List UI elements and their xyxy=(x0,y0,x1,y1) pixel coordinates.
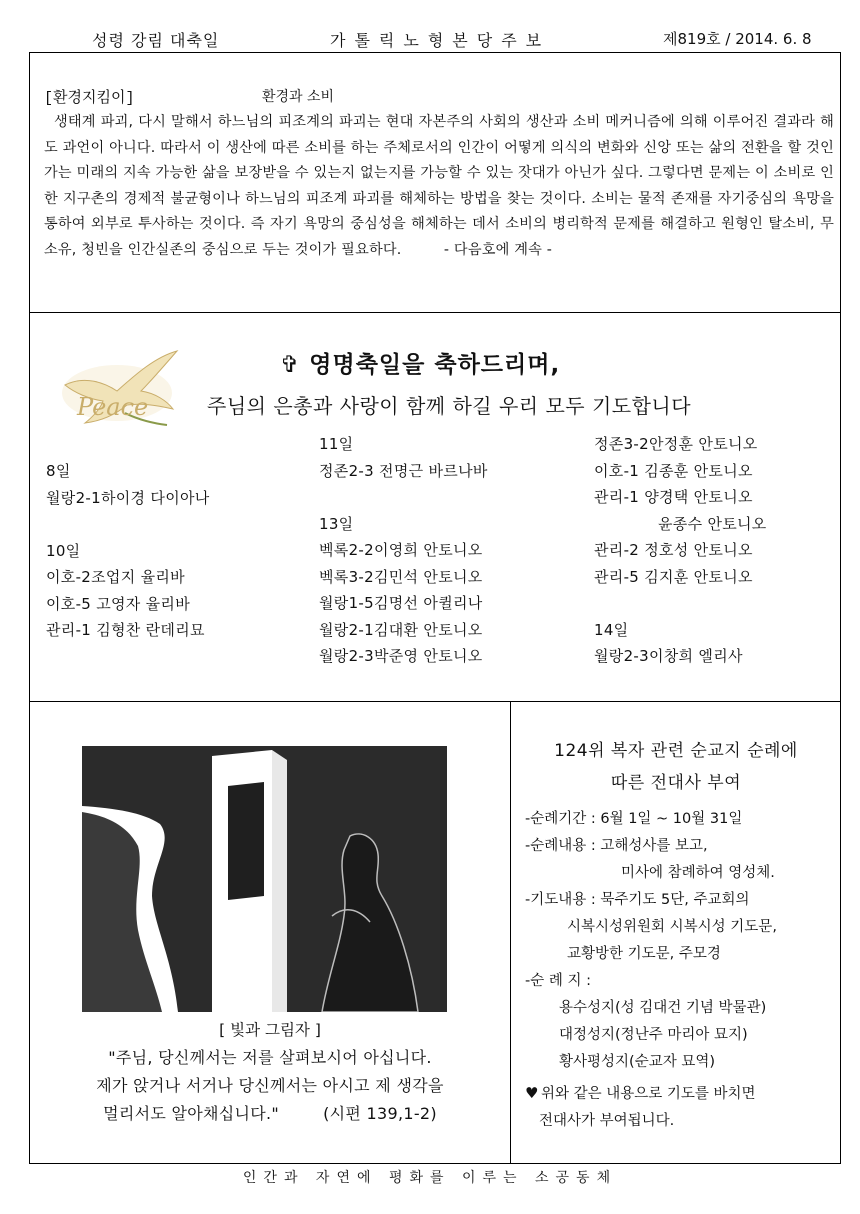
names-column-2 xyxy=(319,433,488,672)
header-feast-name: 성령 강림 대축일 xyxy=(92,31,220,50)
peace-dove-image xyxy=(55,345,185,435)
pilgrimage-prayer-1: -기도내용 : 묵주기도 5단, 주교회의 xyxy=(525,892,750,908)
pilgrimage-details xyxy=(525,806,777,1135)
list-item: 11일 xyxy=(319,435,354,453)
list-item: 이호-2조업지 율리바 xyxy=(46,568,185,586)
list-item: 월랑1-5김명선 아퀼리나 xyxy=(319,594,483,612)
list-item: 관리-2 정호성 안토니오 xyxy=(594,541,753,559)
continued-note: - 다음호에 계속 - xyxy=(443,241,553,258)
names-column-1 xyxy=(46,460,210,646)
pilgrimage-note-line-2: 전대사가 부여됩니다. xyxy=(539,1113,675,1129)
pilgrimage-place-1: 용수성지(성 김대건 기념 박물관) xyxy=(559,1000,767,1016)
art-door-edge xyxy=(272,750,287,1012)
quote-line-2: 제가 앉거나 서거나 당신께서는 아시고 제 생각을 xyxy=(96,1076,444,1095)
feast-subtitle: 주님의 은총과 사랑이 함께 하길 우리 모두 기도합니다 xyxy=(207,394,692,418)
environment-tag: [환경지킴이] xyxy=(44,90,135,107)
artwork-caption-title: [ 빛과 그림자 ] xyxy=(219,1021,321,1039)
psalm-reference: (시편 139,1-2) xyxy=(323,1104,437,1123)
list-item: 10일 xyxy=(46,541,81,560)
pilgrimage-place-3: 황사평성지(순교자 묘역) xyxy=(559,1054,715,1070)
pilgrimage-title xyxy=(512,735,840,799)
pilgrimage-place-2: 대정성지(정난주 마리아 묘지) xyxy=(559,1027,748,1043)
list-item: 정존3-2안정훈 안토니오 xyxy=(594,435,758,453)
pilgrimage-content-2: 미사에 참례하여 영성체. xyxy=(621,865,775,881)
heart-icon: ♥ xyxy=(525,1084,539,1102)
divider-top xyxy=(29,312,841,313)
list-item xyxy=(319,486,488,513)
quote-line-3 xyxy=(40,1100,500,1128)
pilgrimage-prayer-2: 시복시성위원회 시복시성 기도문, xyxy=(567,919,777,935)
list-item: 월랑2-1김대환 안토니오 xyxy=(319,620,483,639)
environment-title: 환경과 소비 xyxy=(262,89,335,105)
list-item: 월랑2-3박준영 안토니오 xyxy=(319,647,483,665)
environment-body-text: 생태계 파괴, 다시 말해서 하느님의 피조계의 파괴는 현대 자본주의 사회의 생산과 소비 메커니즘에 의해 이루어진 결과라 해도 과언이 아니다. 따라서 이 생산에 따른 소비를 하는 주체로서의 인간이 어떻게 의식의 변화와 신앙 또는 삶의 전환을 할 것인가는 미래의 지속 가능한 삶을 보장받을 수 있는지 없는지를 가능할 수 있는 잣대가 아닌가 싶다. 그렇다면 문제는 이 소비로 인한 지구촌의 경제적 불균형이나 하느님의 피조계 파괴를 해체하는 방법을 찾는 것이다. 소비는 물적 존재를 자기중심의 욕망을 통하여 외부로 투사하는 것이다. 즉 자기 욕망의 중심성을 해체하는 데서 소비의 병리학적 문제를 해결하고 원형인 탈소비, 무소유, 청빈을 인간실존의 중심으로 두는 것이가 필요하다. xyxy=(44,114,834,258)
pilgrimage-places-label: -순 례 지 : xyxy=(525,973,591,989)
divider-middle xyxy=(29,701,841,702)
list-item: 관리-1 양경택 안토니오 xyxy=(594,488,753,506)
pilgrimage-content-1: -순례내용 : 고해성사를 보고, xyxy=(525,838,708,854)
list-item: 13일 xyxy=(319,514,354,533)
footer-slogan: 인간과 자연에 평화를 이루는 소공동체 xyxy=(242,1170,618,1186)
pilgrimage-note-line-1: 위와 같은 내용으로 기도를 바치면 xyxy=(541,1086,756,1102)
pilgrimage-note xyxy=(525,1080,777,1108)
environment-article xyxy=(44,110,834,263)
feast-title: ✞ 영명축일을 축하드리며, xyxy=(280,352,561,378)
light-and-shadow-artwork xyxy=(82,746,447,1012)
list-item xyxy=(46,513,210,540)
divider-vertical xyxy=(510,701,511,1164)
list-item: 관리-5 김지훈 안토니오 xyxy=(594,567,753,586)
list-item: 윤종수 안토니오 xyxy=(658,514,767,533)
list-item: 정존2-3 전명근 바르나바 xyxy=(319,461,488,480)
list-item: 이호-5 고영자 율리바 xyxy=(46,594,191,613)
pilgrimage-period: -순례기간 : 6월 1일 ~ 10월 31일 xyxy=(525,811,743,827)
quote-line-1: "주님, 당신께서는 저를 살펴보시어 아십니다. xyxy=(108,1048,432,1067)
list-item: 관리-1 김형찬 란데리묘 xyxy=(46,621,205,639)
list-item: 벡록3-2김민석 안토니오 xyxy=(319,567,483,586)
list-item xyxy=(594,592,767,619)
dove-peace-text: Peace xyxy=(77,393,149,421)
quote-line-3-text: 멀리서도 알아채십니다." xyxy=(103,1104,280,1123)
art-door-window xyxy=(228,782,264,900)
list-item: 14일 xyxy=(594,620,629,639)
list-item: 월랑2-3이창희 엘리사 xyxy=(594,647,743,665)
artwork-caption xyxy=(40,1018,500,1128)
list-item: 월랑2-1하이경 다이아나 xyxy=(46,488,210,507)
list-item: 이호-1 김종훈 안토니오 xyxy=(594,461,753,480)
list-item: 8일 xyxy=(46,462,71,480)
pilgrimage-prayer-3: 교황방한 기도문, 주모경 xyxy=(567,946,721,962)
header-issue-date: 제819호 / 2014. 6. 8 xyxy=(663,30,812,48)
names-column-3 xyxy=(594,433,767,672)
header-bulletin-title: 가톨릭노형본당주보 xyxy=(330,31,551,50)
pilgrimage-title-line-1: 124위 복자 관련 순교지 순례에 xyxy=(554,741,798,761)
pilgrimage-title-line-2: 따른 전대사 부여 xyxy=(610,773,742,793)
list-item: 벡록2-2이영희 안토니오 xyxy=(319,541,483,559)
